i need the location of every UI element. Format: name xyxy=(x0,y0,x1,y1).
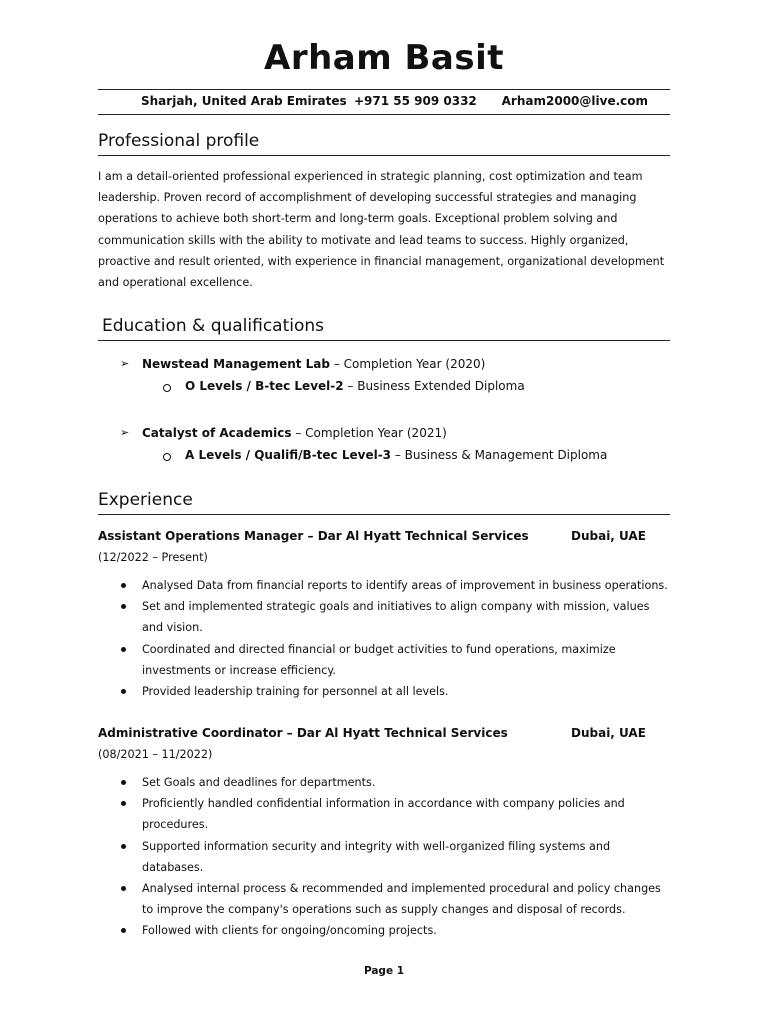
contact-bar xyxy=(98,89,670,115)
school-name: Newstead Management Lab xyxy=(142,357,330,371)
list-item: Provided leadership training for personnel at all levels. xyxy=(118,681,670,702)
list-item: Proficiently handled confidential information in accordance with company policies and procedures. xyxy=(118,793,670,835)
qualification-detail: – Business Extended Diploma xyxy=(343,379,525,393)
contact-location: Sharjah, United Arab Emirates xyxy=(141,94,347,108)
profile-heading: Professional profile xyxy=(98,131,670,156)
job-title: Assistant Operations Manager – Dar Al Hyatt Technical Services xyxy=(98,529,529,543)
profile-text: I am a detail-oriented professional experienced in strategic planning, cost optimization and team leadership. Proven record of accomplishment of developing successful strategies and managing operations to achieve both short-term and long-term goals. Exceptional problem solving and communication skills with the ability to motivate and lead teams to success. Highly organized, proactive and result oriented, with experience in financial management, organizational development and operational excellence. xyxy=(98,170,665,290)
circle-bullet-icon xyxy=(163,384,171,392)
list-item: Set and implemented strategic goals and initiatives to align company with mission, values and vision. xyxy=(118,596,670,638)
qualification-entry xyxy=(185,379,525,393)
list-item: Supported information security and integrity with well-organized filing systems and databases. xyxy=(118,836,670,878)
list-item: Analysed internal process & recommended and implemented procedural and policy changes to improve the company's operations such as supply changes and disposal of records. xyxy=(118,878,670,920)
qualification-name: A Levels / Qualifi/B-tec Level-3 xyxy=(185,448,392,462)
experience-heading: Experience xyxy=(98,490,670,515)
circle-bullet-icon xyxy=(163,453,171,461)
candidate-name: Arham Basit xyxy=(264,38,504,78)
completion-year: – Completion Year (2020) xyxy=(330,357,486,371)
contact-phone: +971 55 909 0332 xyxy=(354,94,477,108)
qualification-entry xyxy=(185,448,607,462)
job-dates: (08/2021 – 11/2022) xyxy=(98,748,213,761)
job-duties-list xyxy=(118,575,670,702)
job-dates: (12/2022 – Present) xyxy=(98,551,208,564)
job-location: Dubai, UAE xyxy=(571,726,646,740)
list-item: Coordinated and directed financial or budget activities to fund operations, maximize investments or increase efficiency. xyxy=(118,639,670,681)
qualification-name: O Levels / B-tec Level-2 xyxy=(185,379,344,393)
education-entry xyxy=(142,357,485,371)
job-location: Dubai, UAE xyxy=(571,529,646,543)
education-entry xyxy=(142,426,447,440)
education-heading: Education & qualifications xyxy=(98,316,670,341)
school-name: Catalyst of Academics xyxy=(142,426,292,440)
page-number: Page 1 xyxy=(363,965,405,977)
completion-year: – Completion Year (2021) xyxy=(291,426,447,440)
job-title: Administrative Coordinator – Dar Al Hyatt Technical Services xyxy=(98,726,508,740)
arrow-bullet-icon: ➢ xyxy=(120,357,130,370)
list-item: Set Goals and deadlines for departments. xyxy=(118,772,670,793)
job-duties-list xyxy=(118,772,670,942)
contact-email[interactable]: Arham2000@live.com xyxy=(501,94,648,108)
arrow-bullet-icon: ➢ xyxy=(120,426,130,439)
qualification-detail: – Business & Management Diploma xyxy=(391,448,608,462)
list-item: Analysed Data from financial reports to identify areas of improvement in business operations. xyxy=(118,575,670,596)
list-item: Followed with clients for ongoing/oncoming projects. xyxy=(118,920,670,941)
